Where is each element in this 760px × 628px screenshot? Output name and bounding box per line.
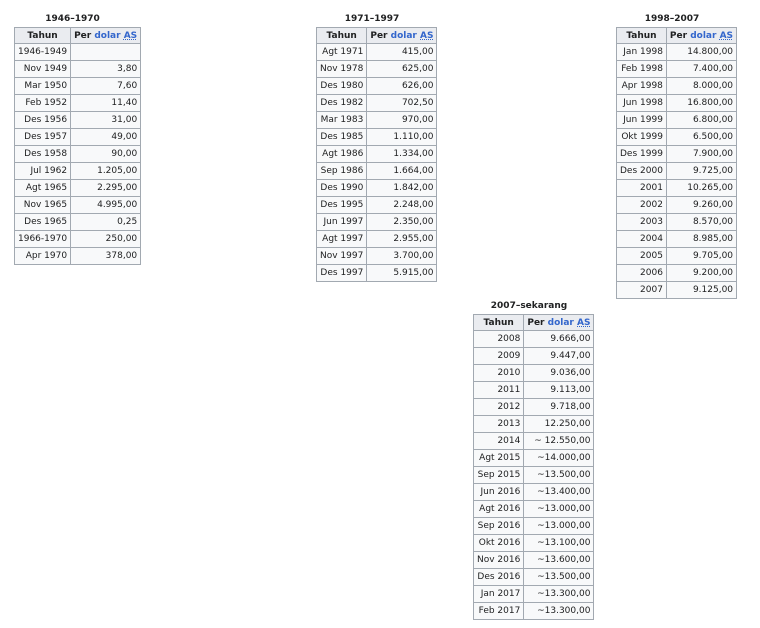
year-cell: 2009 bbox=[474, 348, 524, 365]
year-cell: 2002 bbox=[617, 197, 667, 214]
year-cell: 2013 bbox=[474, 416, 524, 433]
year-cell: Des 1957 bbox=[15, 129, 71, 146]
year-cell: Agt 1997 bbox=[317, 231, 367, 248]
rate-table-1971-1997 bbox=[316, 13, 437, 282]
year-cell: Des 1956 bbox=[15, 112, 71, 129]
year-cell: Des 1980 bbox=[317, 78, 367, 95]
table-body bbox=[317, 44, 437, 282]
dollar-link[interactable]: dolar bbox=[690, 30, 717, 41]
us-abbreviation[interactable]: AS bbox=[123, 30, 138, 41]
rate-cell: 8.570,00 bbox=[666, 214, 736, 231]
rate-cell: 702,50 bbox=[367, 95, 437, 112]
table-body bbox=[617, 44, 737, 299]
rate-cell: 10.265,00 bbox=[666, 180, 736, 197]
year-column-header: Tahun bbox=[15, 28, 71, 44]
table-row bbox=[617, 197, 737, 214]
rate-cell: 6.500,00 bbox=[666, 129, 736, 146]
year-cell: 2004 bbox=[617, 231, 667, 248]
table-row bbox=[15, 44, 141, 61]
rate-cell: 7.400,00 bbox=[666, 61, 736, 78]
year-cell: Des 1999 bbox=[617, 146, 667, 163]
rate-cell: ~13.300,00 bbox=[524, 603, 594, 620]
rate-cell: 6.800,00 bbox=[666, 112, 736, 129]
table-row bbox=[474, 382, 594, 399]
table-row bbox=[617, 163, 737, 180]
rate-cell: 3,80 bbox=[71, 61, 141, 78]
rate-cell: 3.700,00 bbox=[367, 248, 437, 265]
table-row bbox=[15, 197, 141, 214]
exchange-rate-table bbox=[473, 314, 594, 620]
year-cell: Des 1965 bbox=[15, 214, 71, 231]
rate-cell: 12.250,00 bbox=[524, 416, 594, 433]
table-row bbox=[317, 129, 437, 146]
year-cell: Des 1997 bbox=[317, 265, 367, 282]
table-row bbox=[317, 112, 437, 129]
table-row bbox=[317, 248, 437, 265]
rate-cell: 4.995,00 bbox=[71, 197, 141, 214]
year-cell: 2006 bbox=[617, 265, 667, 282]
table-row bbox=[474, 399, 594, 416]
year-cell: Feb 2017 bbox=[474, 603, 524, 620]
year-cell: Jul 1962 bbox=[15, 163, 71, 180]
rate-cell: ~13.000,00 bbox=[524, 501, 594, 518]
table-caption: 1971–1997 bbox=[344, 14, 400, 24]
year-cell: Jun 1999 bbox=[617, 112, 667, 129]
rate-cell: 31,00 bbox=[71, 112, 141, 129]
table-row bbox=[317, 44, 437, 61]
rate-cell: 11,40 bbox=[71, 95, 141, 112]
rate-cell: 2.248,00 bbox=[367, 197, 437, 214]
year-cell: Jun 1997 bbox=[317, 214, 367, 231]
table-row bbox=[474, 518, 594, 535]
year-cell: Jun 2016 bbox=[474, 484, 524, 501]
exchange-rate-table bbox=[14, 27, 141, 265]
year-cell: Des 2016 bbox=[474, 569, 524, 586]
rate-cell: ~13.500,00 bbox=[524, 569, 594, 586]
table-row bbox=[15, 180, 141, 197]
year-cell: Nov 1978 bbox=[317, 61, 367, 78]
rate-cell bbox=[71, 44, 141, 61]
rate-cell: 9.200,00 bbox=[666, 265, 736, 282]
rate-table-1998-2007 bbox=[616, 13, 737, 299]
table-row bbox=[317, 78, 437, 95]
table-row bbox=[617, 146, 737, 163]
exchange-rate-table bbox=[616, 27, 737, 299]
year-cell: Des 1982 bbox=[317, 95, 367, 112]
rate-column-header: Per dolar AS bbox=[367, 28, 437, 44]
dollar-link[interactable]: dolar bbox=[390, 30, 417, 41]
rate-cell: 90,00 bbox=[71, 146, 141, 163]
year-cell: Feb 1952 bbox=[15, 95, 71, 112]
year-cell: Des 1995 bbox=[317, 197, 367, 214]
rate-cell: 2.350,00 bbox=[367, 214, 437, 231]
rate-cell: 9.036,00 bbox=[524, 365, 594, 382]
table-row bbox=[617, 248, 737, 265]
rate-cell: ~ 12.550,00 bbox=[524, 433, 594, 450]
table-row bbox=[317, 95, 437, 112]
table-row bbox=[474, 535, 594, 552]
table-row bbox=[474, 467, 594, 484]
year-cell: Nov 2016 bbox=[474, 552, 524, 569]
table-row bbox=[474, 484, 594, 501]
exchange-rate-table bbox=[316, 27, 437, 282]
table-row bbox=[15, 146, 141, 163]
rate-cell: 9.718,00 bbox=[524, 399, 594, 416]
year-cell: Agt 1986 bbox=[317, 146, 367, 163]
rate-cell: 9.705,00 bbox=[666, 248, 736, 265]
rate-cell: 1.110,00 bbox=[367, 129, 437, 146]
rate-cell: 8.985,00 bbox=[666, 231, 736, 248]
table-row bbox=[15, 163, 141, 180]
table-body bbox=[474, 331, 594, 620]
table-row bbox=[474, 450, 594, 467]
rate-cell: 9.447,00 bbox=[524, 348, 594, 365]
year-cell: 2003 bbox=[617, 214, 667, 231]
year-column-header: Tahun bbox=[317, 28, 367, 44]
table-row bbox=[474, 603, 594, 620]
year-cell: Agt 2016 bbox=[474, 501, 524, 518]
year-cell: Sep 1986 bbox=[317, 163, 367, 180]
table-row bbox=[317, 214, 437, 231]
us-abbreviation[interactable]: AS bbox=[420, 30, 434, 41]
rate-cell: 7,60 bbox=[71, 78, 141, 95]
year-cell: 1946-1949 bbox=[15, 44, 71, 61]
rate-cell: 250,00 bbox=[71, 231, 141, 248]
year-cell: Okt 2016 bbox=[474, 535, 524, 552]
rate-cell: 9.666,00 bbox=[524, 331, 594, 348]
rate-cell: 9.125,00 bbox=[666, 282, 736, 299]
table-row bbox=[617, 78, 737, 95]
rate-cell: 625,00 bbox=[367, 61, 437, 78]
us-abbreviation[interactable]: AS bbox=[719, 30, 734, 41]
table-row bbox=[317, 146, 437, 163]
year-cell: Nov 1965 bbox=[15, 197, 71, 214]
year-cell: Des 2000 bbox=[617, 163, 667, 180]
rate-cell: ~13.300,00 bbox=[524, 586, 594, 603]
table-row bbox=[474, 416, 594, 433]
rate-cell: 1.664,00 bbox=[367, 163, 437, 180]
year-cell: Agt 1965 bbox=[15, 180, 71, 197]
rate-cell: ~13.600,00 bbox=[524, 552, 594, 569]
table-row bbox=[617, 44, 737, 61]
year-cell: Jan 2017 bbox=[474, 586, 524, 603]
rate-cell: 9.725,00 bbox=[666, 163, 736, 180]
year-cell: Sep 2015 bbox=[474, 467, 524, 484]
year-cell: Nov 1949 bbox=[15, 61, 71, 78]
year-cell: 2011 bbox=[474, 382, 524, 399]
year-cell: 2005 bbox=[617, 248, 667, 265]
year-cell: Nov 1997 bbox=[317, 248, 367, 265]
year-cell: Mar 1983 bbox=[317, 112, 367, 129]
table-row bbox=[317, 265, 437, 282]
rate-table-1946-1970 bbox=[14, 13, 141, 265]
rate-cell: 14.800,00 bbox=[666, 44, 736, 61]
rate-cell: 1.842,00 bbox=[367, 180, 437, 197]
table-row bbox=[317, 231, 437, 248]
year-cell: 2012 bbox=[474, 399, 524, 416]
rate-cell: 16.800,00 bbox=[666, 95, 736, 112]
table-caption: 1946–1970 bbox=[45, 14, 100, 24]
year-cell: Agt 1971 bbox=[317, 44, 367, 61]
table-row bbox=[317, 61, 437, 78]
table-row bbox=[474, 501, 594, 518]
rate-cell: 0,25 bbox=[71, 214, 141, 231]
rate-cell: 626,00 bbox=[367, 78, 437, 95]
table-row bbox=[474, 348, 594, 365]
table-row bbox=[617, 214, 737, 231]
rate-cell: 8.000,00 bbox=[666, 78, 736, 95]
year-cell: 2008 bbox=[474, 331, 524, 348]
year-cell: Jun 1998 bbox=[617, 95, 667, 112]
year-cell: Sep 2016 bbox=[474, 518, 524, 535]
table-row bbox=[474, 569, 594, 586]
year-cell: 1966-1970 bbox=[15, 231, 71, 248]
rate-cell: 378,00 bbox=[71, 248, 141, 265]
table-row bbox=[317, 180, 437, 197]
rate-cell: 2.295,00 bbox=[71, 180, 141, 197]
year-cell: 2007 bbox=[617, 282, 667, 299]
table-row bbox=[474, 586, 594, 603]
table-row bbox=[15, 95, 141, 112]
table-caption: 2007–sekarang bbox=[490, 301, 568, 311]
year-cell: Des 1958 bbox=[15, 146, 71, 163]
table-row bbox=[15, 248, 141, 265]
table-row bbox=[474, 365, 594, 382]
table-row bbox=[617, 129, 737, 146]
year-cell: Mar 1950 bbox=[15, 78, 71, 95]
table-row bbox=[15, 61, 141, 78]
table-row bbox=[617, 95, 737, 112]
rate-table-2007-sekarang bbox=[473, 300, 594, 620]
rate-cell: ~13.000,00 bbox=[524, 518, 594, 535]
rate-cell: 9.113,00 bbox=[524, 382, 594, 399]
rate-cell: ~13.100,00 bbox=[524, 535, 594, 552]
rate-column-header: Per dolar AS bbox=[71, 28, 141, 44]
rate-cell: 7.900,00 bbox=[666, 146, 736, 163]
year-cell: Jan 1998 bbox=[617, 44, 667, 61]
year-cell: Agt 2015 bbox=[474, 450, 524, 467]
table-row bbox=[15, 112, 141, 129]
us-abbreviation[interactable]: AS bbox=[577, 317, 591, 328]
table-row bbox=[474, 552, 594, 569]
table-row bbox=[617, 112, 737, 129]
table-row bbox=[15, 231, 141, 248]
table-row bbox=[317, 197, 437, 214]
rate-cell: 1.334,00 bbox=[367, 146, 437, 163]
dollar-link[interactable]: dolar bbox=[94, 30, 121, 41]
rate-cell: 5.915,00 bbox=[367, 265, 437, 282]
year-cell: 2010 bbox=[474, 365, 524, 382]
year-column-header: Tahun bbox=[617, 28, 667, 44]
rate-cell: 49,00 bbox=[71, 129, 141, 146]
table-row bbox=[617, 265, 737, 282]
year-cell: Des 1985 bbox=[317, 129, 367, 146]
rate-cell: 415,00 bbox=[367, 44, 437, 61]
rate-column-header: Per dolar AS bbox=[524, 315, 594, 331]
year-cell: Des 1990 bbox=[317, 180, 367, 197]
rate-cell: 970,00 bbox=[367, 112, 437, 129]
table-row bbox=[617, 61, 737, 78]
year-cell: Okt 1999 bbox=[617, 129, 667, 146]
dollar-link[interactable]: dolar bbox=[547, 317, 574, 328]
year-column-header: Tahun bbox=[474, 315, 524, 331]
table-row bbox=[15, 129, 141, 146]
table-row bbox=[474, 331, 594, 348]
rate-cell: ~13.500,00 bbox=[524, 467, 594, 484]
table-row bbox=[15, 78, 141, 95]
rate-cell: 9.260,00 bbox=[666, 197, 736, 214]
table-row bbox=[617, 180, 737, 197]
rate-cell: 2.955,00 bbox=[367, 231, 437, 248]
table-caption: 1998–2007 bbox=[644, 14, 700, 24]
year-cell: 2014 bbox=[474, 433, 524, 450]
year-cell: Feb 1998 bbox=[617, 61, 667, 78]
table-row bbox=[15, 214, 141, 231]
table-row bbox=[617, 282, 737, 299]
rate-column-header: Per dolar AS bbox=[666, 28, 736, 44]
table-row bbox=[617, 231, 737, 248]
year-cell: Apr 1998 bbox=[617, 78, 667, 95]
year-cell: 2001 bbox=[617, 180, 667, 197]
rate-cell: ~13.400,00 bbox=[524, 484, 594, 501]
rate-cell: 1.205,00 bbox=[71, 163, 141, 180]
table-body bbox=[15, 44, 141, 265]
year-cell: Apr 1970 bbox=[15, 248, 71, 265]
table-row bbox=[474, 433, 594, 450]
table-row bbox=[317, 163, 437, 180]
rate-cell: ~14.000,00 bbox=[524, 450, 594, 467]
